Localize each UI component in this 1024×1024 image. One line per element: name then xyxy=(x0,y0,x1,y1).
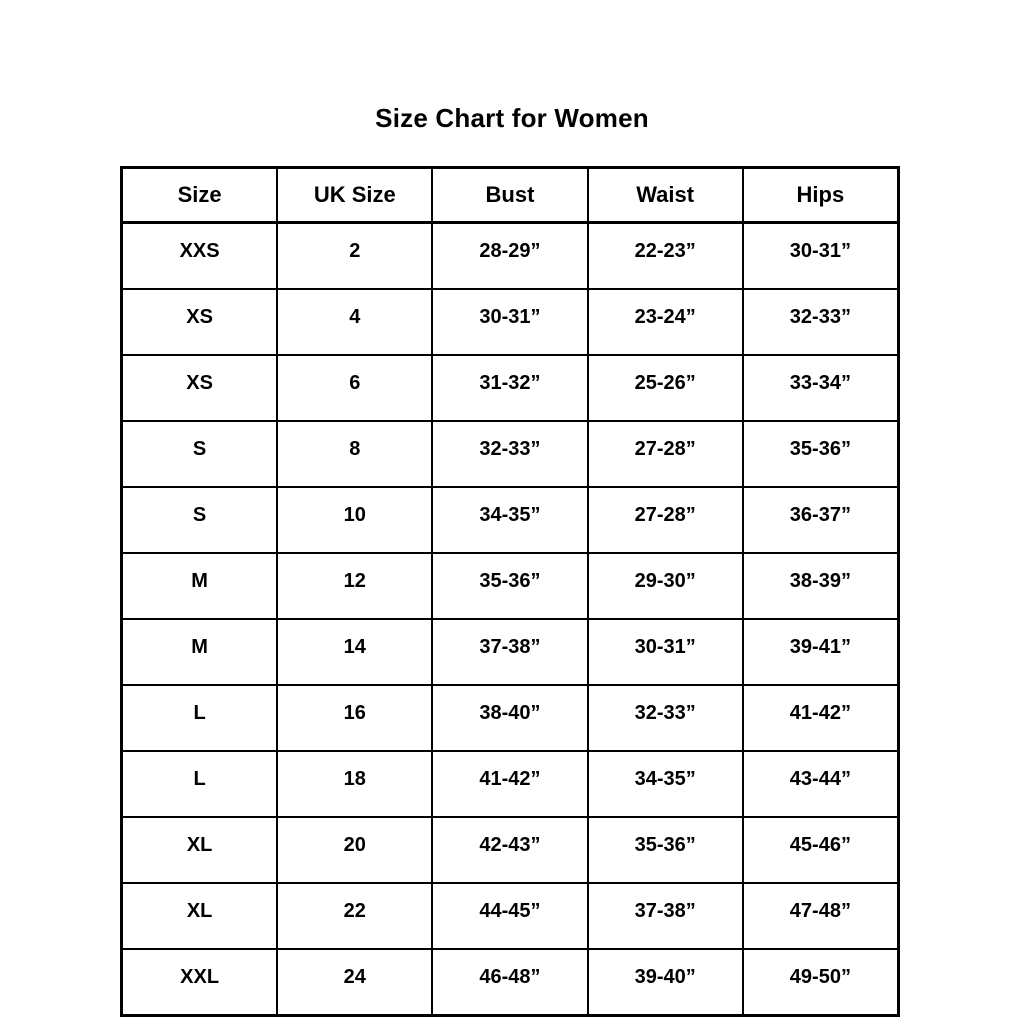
table-row xyxy=(122,817,899,883)
table-cell: M xyxy=(122,619,278,685)
column-header-hips: Hips xyxy=(743,168,899,223)
table-cell: M xyxy=(122,553,278,619)
table-cell: XXL xyxy=(122,949,278,1016)
table-cell: S xyxy=(122,421,278,487)
table-cell: 37-38” xyxy=(588,883,743,949)
table-row xyxy=(122,355,899,421)
table-cell: 14 xyxy=(277,619,432,685)
table-cell: 35-36” xyxy=(743,421,899,487)
table-cell: 39-41” xyxy=(743,619,899,685)
table-cell: XS xyxy=(122,289,278,355)
table-cell: 16 xyxy=(277,685,432,751)
table-body xyxy=(122,223,899,1016)
table-cell: 25-26” xyxy=(588,355,743,421)
table-cell: 35-36” xyxy=(588,817,743,883)
table-cell: 6 xyxy=(277,355,432,421)
table-cell: 28-29” xyxy=(432,223,587,290)
table-row xyxy=(122,487,899,553)
table-cell: 45-46” xyxy=(743,817,899,883)
table-cell: 34-35” xyxy=(588,751,743,817)
column-header-uk-size: UK Size xyxy=(277,168,432,223)
table-cell: 38-40” xyxy=(432,685,587,751)
table-cell: XXS xyxy=(122,223,278,290)
table-cell: 29-30” xyxy=(588,553,743,619)
table-cell: XL xyxy=(122,883,278,949)
table-cell: 2 xyxy=(277,223,432,290)
page-title: Size Chart for Women xyxy=(375,103,649,133)
table-cell: 43-44” xyxy=(743,751,899,817)
table-cell: 30-31” xyxy=(743,223,899,290)
table-cell: XS xyxy=(122,355,278,421)
table-cell: 18 xyxy=(277,751,432,817)
table-row xyxy=(122,619,899,685)
table-row xyxy=(122,949,899,1016)
table-cell: 36-37” xyxy=(743,487,899,553)
table-cell: 12 xyxy=(277,553,432,619)
table-cell: 42-43” xyxy=(432,817,587,883)
table-cell: S xyxy=(122,487,278,553)
table-header xyxy=(122,168,899,223)
table-cell: 31-32” xyxy=(432,355,587,421)
table-row xyxy=(122,289,899,355)
table-cell: 41-42” xyxy=(432,751,587,817)
table-cell: 38-39” xyxy=(743,553,899,619)
table-cell: 39-40” xyxy=(588,949,743,1016)
column-header-bust: Bust xyxy=(432,168,587,223)
table-cell: 34-35” xyxy=(432,487,587,553)
table-row xyxy=(122,685,899,751)
table-cell: 4 xyxy=(277,289,432,355)
table-row xyxy=(122,421,899,487)
column-header-waist: Waist xyxy=(588,168,743,223)
table-cell: 32-33” xyxy=(432,421,587,487)
table-row xyxy=(122,751,899,817)
table-cell: 23-24” xyxy=(588,289,743,355)
table-cell: 20 xyxy=(277,817,432,883)
table-cell: 35-36” xyxy=(432,553,587,619)
table-cell: XL xyxy=(122,817,278,883)
table-row xyxy=(122,553,899,619)
table-cell: L xyxy=(122,751,278,817)
table-cell: 27-28” xyxy=(588,421,743,487)
table-cell: 37-38” xyxy=(432,619,587,685)
table-cell: 22 xyxy=(277,883,432,949)
table-cell: 24 xyxy=(277,949,432,1016)
table-cell: 32-33” xyxy=(743,289,899,355)
table-cell: 41-42” xyxy=(743,685,899,751)
table-cell: 33-34” xyxy=(743,355,899,421)
column-header-size: Size xyxy=(122,168,278,223)
table-cell: 27-28” xyxy=(588,487,743,553)
table-cell: 10 xyxy=(277,487,432,553)
table-cell: 47-48” xyxy=(743,883,899,949)
table-cell: 49-50” xyxy=(743,949,899,1016)
size-chart-table xyxy=(120,166,900,1017)
table-cell: 44-45” xyxy=(432,883,587,949)
table-cell: 30-31” xyxy=(432,289,587,355)
table-row xyxy=(122,223,899,290)
table-cell: 46-48” xyxy=(432,949,587,1016)
table-cell: 22-23” xyxy=(588,223,743,290)
table-cell: 8 xyxy=(277,421,432,487)
table-cell: L xyxy=(122,685,278,751)
table-cell: 30-31” xyxy=(588,619,743,685)
table-row xyxy=(122,883,899,949)
table-header-row xyxy=(122,168,899,223)
table-cell: 32-33” xyxy=(588,685,743,751)
